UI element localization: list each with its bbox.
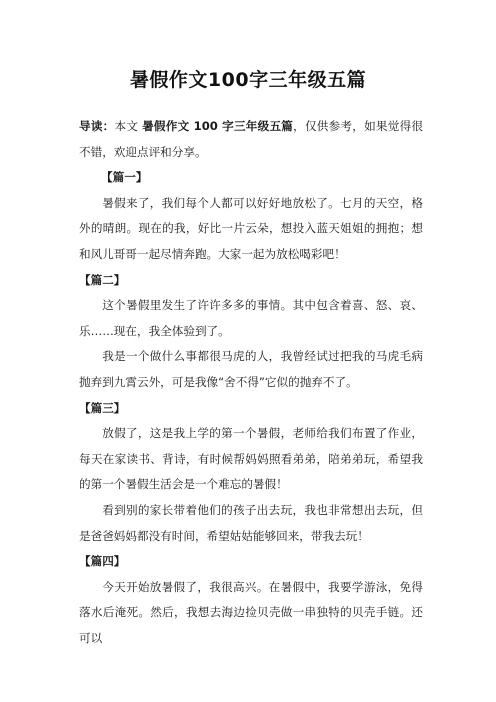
lead-title-reference: 暑假作文 100 字三年级五篇 xyxy=(142,119,294,133)
section-heading-1: 【篇一】 xyxy=(101,170,148,185)
section-heading-3: 【篇三】 xyxy=(79,400,126,415)
section-2-paragraph-1: 这个暑假里发生了许许多多的事情。其中包含着喜、怒、哀、乐……现在，我全体验到了。 xyxy=(79,298,423,338)
section-3-paragraph-1: 放假了，这是我上学的第一个暑假，老师给我们布置了作业，每天在家读书、背诗，有时候帮妈妈照看弟弟，陪弟弟玩，希望我的第一个暑假生活会是一个难忘的暑假！ xyxy=(79,426,423,492)
lead-text-after: ，仅供参考，如果觉得很不错，欢迎点评和分享。 xyxy=(79,119,423,159)
section-1-paragraph-1: 暑假来了，我们每个人都可以好好地放松了。七月的天空，格外的晴朗。现在的我，好比一片云朵，想投入蓝天姐姐的拥抱；想和风儿哥哥一起尽情奔跑。大家一起为放松喝彩吧！ xyxy=(79,195,423,261)
page-title: 暑假作文100字三年级五篇 xyxy=(129,69,367,91)
document-body xyxy=(79,114,423,651)
lead-text-before: 本文 xyxy=(114,119,143,133)
section-2-paragraph-2: 我是一个做什么事都很马虎的人，我曾经试过把我的马虎毛病抛弃到九霄云外，可是我像“舍不得”它似的抛弃不了。 xyxy=(79,349,423,389)
section-3-paragraph-2: 看到别的家长带着他们的孩子出去玩，我也非常想出去玩，但是爸爸妈妈都没有时间，希望姑姑能够回来，带我去玩！ xyxy=(79,502,423,543)
section-heading-2: 【篇二】 xyxy=(79,272,126,287)
section-heading-4: 【篇四】 xyxy=(79,554,126,569)
section-4-paragraph-1: 今天开始放暑假了，我很高兴。在暑假中，我要学游泳，免得落水后淹死。然后，我想去海边捡贝壳做一串独特的贝壳手链。还可以 xyxy=(79,579,423,645)
lead-label: 导读： xyxy=(79,119,115,133)
lead-paragraph xyxy=(79,114,423,165)
